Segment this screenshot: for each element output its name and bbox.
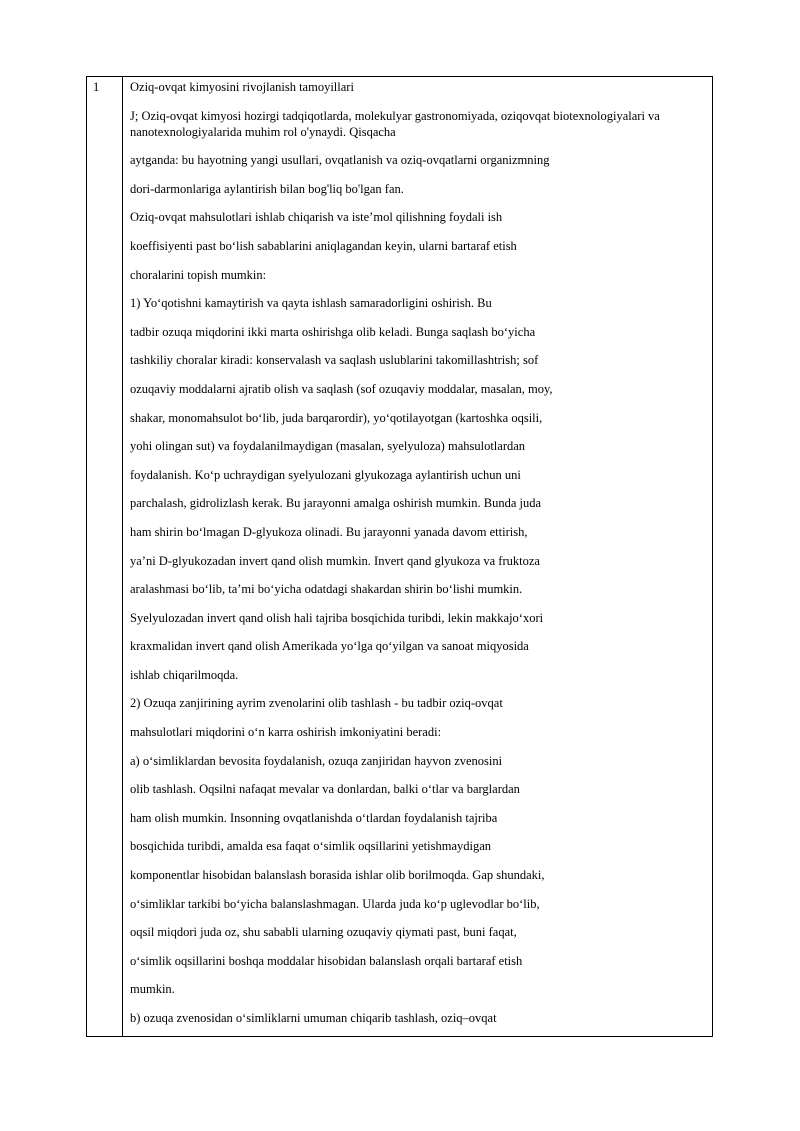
text-line: 1) Yo‘qotishni kamaytirish va qayta ishlash samaradorligini oshirish. Bu <box>130 296 492 311</box>
text-line: a) o‘simliklardan bevosita foydalanish, ozuqa zanjiridan hayvon zvenosini <box>130 753 503 768</box>
text-line: aytganda: bu hayotning yangi usullari, ovqatlanish va oziq-ovqatlarni organizmning <box>130 153 550 168</box>
section-title: Oziq-ovqat kimyosini rivojlanish tamoyillari <box>130 80 354 94</box>
row-number: 1 <box>93 80 100 94</box>
text-line: ishlab chiqarilmoqda. <box>130 667 239 682</box>
text-line: ya’ni D-glyukozadan invert qand olish mumkin. Invert qand glyukoza va fruktoza <box>130 553 540 568</box>
text-line: tashkiliy choralar kiradi: konservalash va saqlash uslublarini takomillashtrish; sof <box>130 353 539 368</box>
text-line: aralashmasi bo‘lib, ta’mi bo‘yicha odatdagi shakardan shirin bo‘lishi mumkin. <box>130 582 523 597</box>
text-line: ham shirin bo‘lmagan D-glyukoza olinadi. Bu jarayonni yanada davom ettirish, <box>130 524 528 539</box>
text-line: Syelyulozadan invert qand olish hali tajriba bosqichida turibdi, lekin makkajo‘xori <box>130 610 544 625</box>
text-line: koeffisiyenti past bo‘lish sabablarini aniqlagandan keyin, ularni bartaraf etish <box>130 238 517 253</box>
text-line: ham olish mumkin. Insonning ovqatlanishda o‘tlardan foydalanish tajriba <box>130 810 498 825</box>
text-line: olib tashlash. Oqsilni nafaqat mevalar va donlardan, balki o‘tlar va barglardan <box>130 782 520 797</box>
table-cell-content <box>130 79 708 1026</box>
text-line: komponentlar hisobidan balanslash borasida ishlar olib borilmoqda. Gap shundaki, <box>130 868 545 883</box>
text-line: b) ozuqa zvenosidan o‘simliklarni umuman chiqarib tashlash, oziq–ovqat <box>130 1011 497 1025</box>
text-line: parchalash, gidrolizlash kerak. Bu jarayonni amalga oshirish mumkin. Bunda juda <box>130 496 542 511</box>
text-line: mahsulotlari miqdorini o‘n karra oshirish imkoniyatini beradi: <box>130 725 442 740</box>
text-line: dori-darmonlariga aylantirish bilan bog'liq bo'lgan fan. <box>130 181 404 196</box>
text-line: oqsil miqdori juda oz, shu sababli ularning ozuqaviy qiymati past, buni faqat, <box>130 925 517 940</box>
text-line: kraxmalidan invert qand olish Amerikada yo‘lga qo‘yilgan va sanoat miqyosida <box>130 639 529 654</box>
text-line: o‘simlik oqsillarini boshqa moddalar hisobidan balanslash orqali bartaraf etish <box>130 953 523 968</box>
text-line: bosqichida turibdi, amalda esa faqat o‘simlik oqsillarini yetishmaydigan <box>130 839 492 854</box>
text-line: Oziq-ovqat mahsulotlari ishlab chiqarish va iste’mol qilishning foydali ish <box>130 210 503 225</box>
text-line: foydalanish. Ko‘p uchraydigan syelyulozani glyukozaga aylantirish uchun uni <box>130 467 521 482</box>
text-line: shakar, monomahsulot bo‘lib, juda barqarordir), yo‘qotilayotgan (kartoshka oqsili, <box>130 410 543 425</box>
text-line: yohi olingan sut) va foydalanilmaydigan (masalan, syelyuloza) mahsulotlardan <box>130 439 526 454</box>
text-line: mumkin. <box>130 982 175 997</box>
table-column-divider <box>122 76 123 1037</box>
text-line: choralarini topish mumkin: <box>130 267 267 282</box>
intro-paragraph: J; Oziq-ovqat kimyosi hozirgi tadqiqotlarda, molekulyar gastronomiyada, oziqovqat biotexnologiyalari va nanotexnologiyalarida muhim rol o'ynaydi. Qisqacha <box>130 108 660 139</box>
text-line: tadbir ozuqa miqdorini ikki marta oshirishga olib keladi. Bunga saqlash bo‘yicha <box>130 324 536 339</box>
text-line: o‘simliklar tarkibi bo‘yicha balanslashmagan. Ularda juda ko‘p uglevodlar bo‘lib, <box>130 896 540 911</box>
text-line: ozuqaviy moddalarni ajratib olish va saqlash (sof ozuqaviy moddalar, masalan, moy, <box>130 381 553 396</box>
text-line: 2) Ozuqa zanjirining ayrim zvenolarini olib tashlash - bu tadbir oziq-ovqat <box>130 696 503 711</box>
